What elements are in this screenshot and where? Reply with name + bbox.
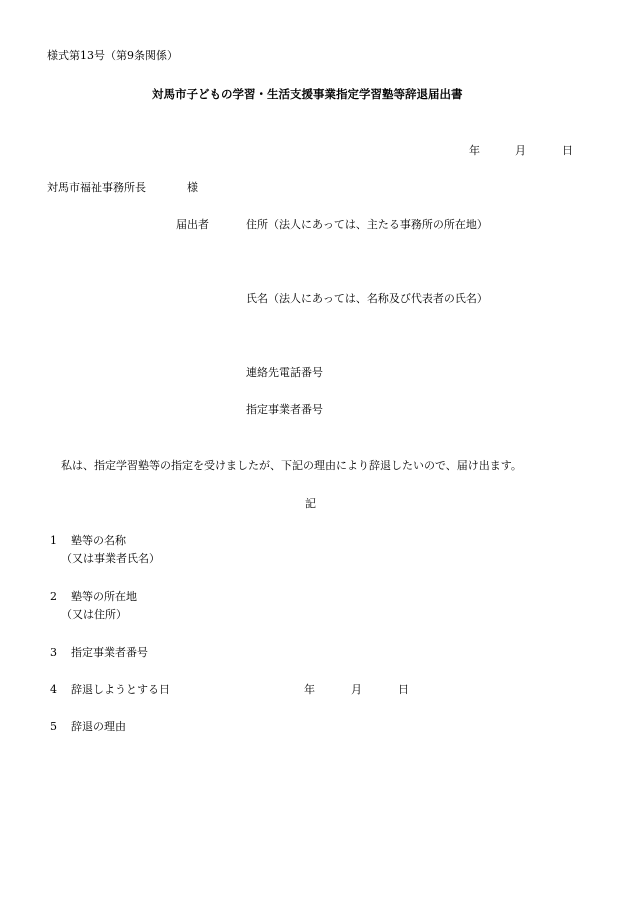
item-label: 塾等の名称 [71, 534, 126, 547]
statement: 私は、指定学習塾等の指定を受けましたが、下記の理由により辞退したいので、届け出ます。 [61, 459, 522, 472]
withdrawal-date-month: 月 [351, 683, 362, 696]
item-sub-label: （又は住所） [61, 608, 127, 621]
item-number: 4 [50, 683, 57, 696]
addressee-name: 対馬市福祉事務所長 [47, 181, 146, 194]
address-label: 住所（法人にあっては、主たる事務所の所在地） [246, 218, 488, 231]
addressee-honorific: 様 [187, 181, 198, 194]
item-number: 3 [50, 646, 57, 659]
name-label: 氏名（法人にあっては、名称及び代表者の氏名） [246, 292, 488, 305]
item-label: 辞退しようとする日 [71, 683, 170, 696]
ki-heading: 記 [305, 497, 316, 510]
form-number: 様式第13号（第9条関係） [47, 49, 178, 62]
withdrawal-date-day: 日 [398, 683, 409, 696]
document-title: 対馬市子どもの学習・生活支援事業指定学習塾等辞退届出書 [152, 87, 463, 101]
item-label: 塾等の所在地 [71, 590, 137, 603]
item-number: 5 [50, 720, 57, 733]
date-day: 日 [562, 144, 573, 157]
date-month: 月 [515, 144, 526, 157]
item-label: 辞退の理由 [71, 720, 126, 733]
withdrawal-date-year: 年 [304, 683, 315, 696]
item-number: 1 [50, 534, 57, 547]
item-number: 2 [50, 590, 57, 603]
phone-label: 連絡先電話番号 [246, 366, 323, 379]
business-number-label: 指定事業者番号 [246, 403, 323, 416]
date-year: 年 [469, 144, 480, 157]
item-sub-label: （又は事業者氏名） [61, 552, 160, 565]
item-label: 指定事業者番号 [71, 646, 148, 659]
applicant-label: 届出者 [176, 218, 209, 231]
